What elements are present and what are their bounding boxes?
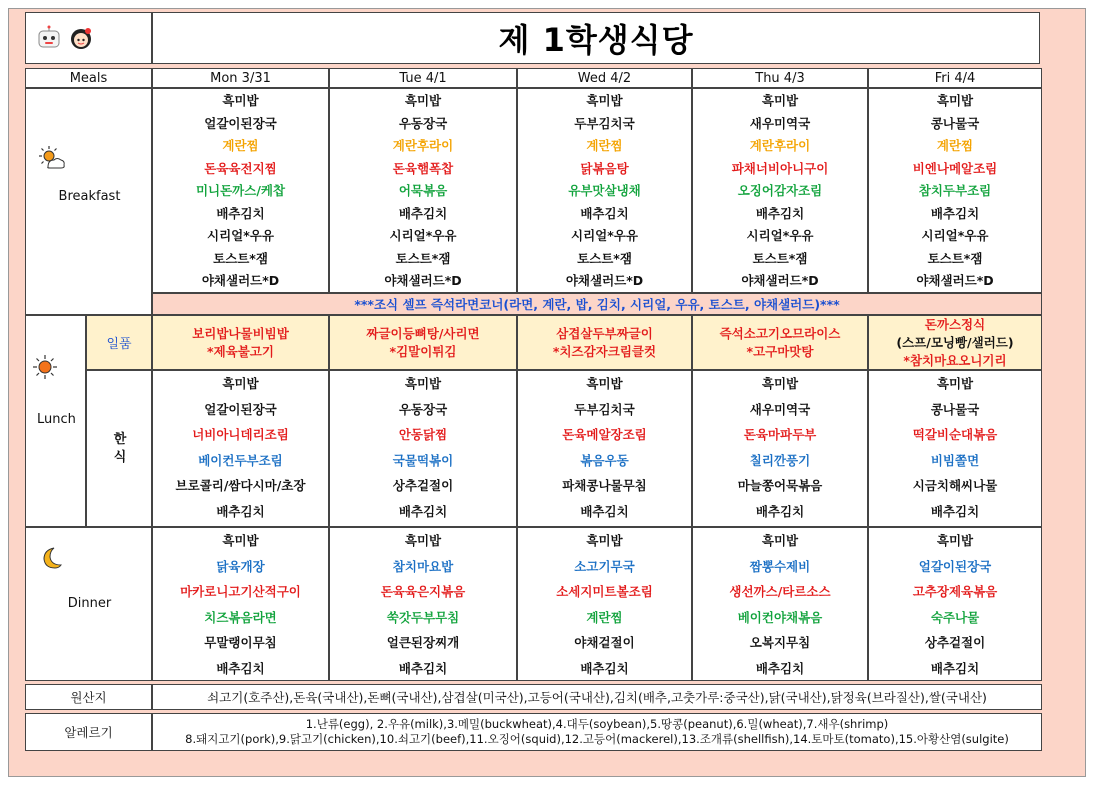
menu-item: 볶음우동 [580,452,629,468]
menu-item: 계란찜 [586,138,623,153]
breakfast-thu [692,88,868,293]
menu-item: 흑미밥 [761,93,799,108]
menu-item: 배추김치 [216,205,265,221]
day-header-fri: Fri 4/4 [868,68,1042,88]
menu-item: 흑미밥 [404,533,442,548]
menu-item: 시리얼*우유 [746,228,814,243]
special-dish-line: *고구마맛탕 [746,343,814,359]
menu-item: 얼갈이된장국 [918,558,992,574]
menu-item: 돈육마파두부 [743,427,817,442]
allergy-line-2: 8.돼지고기(pork),9.닭고기(chicken),10.쇠고기(beef),11.오징어(squid),12.고등어(mackerel),13.조개류(shellfish),14.토마토(tomato),15.아황산염(sulgite) [185,732,1009,746]
dinner-label: Dinner [67,596,112,611]
robot-mascot-icon [36,25,62,51]
menu-item: 돈육육은지볶음 [380,584,466,599]
menu-item: 야채샐러드*D [741,273,819,288]
menu-item: 콩나물국 [930,401,980,417]
menu-item: 베이컨두부조림 [198,452,283,468]
dinner-thu [692,527,868,681]
menu-item: 시리얼*우유 [571,228,638,243]
sun-icon [32,354,58,380]
menu-item: 배추김치 [216,503,265,519]
lunch-tue [329,370,517,527]
menu-item: 시리얼*우유 [207,228,274,243]
menu-item: 토스트*잼 [213,250,268,266]
menu-item: 얼큰된장찌개 [386,635,460,650]
menu-item: 무말랭이무침 [204,635,277,650]
menu-item: 안동닭찜 [398,427,448,442]
menu-item: 배추김치 [930,660,980,676]
breakfast-label-cell [25,88,152,315]
lunch-label-cell [25,315,86,527]
meals-header: Meals [25,68,152,88]
menu-item: 얼갈이된장국 [204,401,277,417]
special-dish-line: *김말이튀김 [389,343,457,359]
menu-item: 얼갈이된장국 [204,115,277,131]
menu-item: 토스트*잼 [752,250,808,266]
menu-item: 배추김치 [580,205,629,221]
menu-item: 베이컨야채볶음 [737,609,823,625]
menu-item: 계란후라이 [392,138,454,153]
moon-icon [40,546,62,570]
special-dish-line: *참치마요오니기리 [903,352,1007,368]
menu-item: 숙주나물 [930,609,980,625]
menu-item: 우동장국 [398,115,448,131]
special-dish-line: 즉석소고기오므라이스 [719,325,841,341]
breakfast-fri [868,88,1042,293]
dinner-label-cell [25,527,152,681]
menu-item: 배추김치 [755,660,805,676]
special-dish-line: 삼겹살두부짜글이 [556,325,653,341]
menu-item: 배추김치 [930,205,980,221]
page-title: 제 1학생식당 [152,12,1040,64]
allergy-label: 알레르기 [25,713,152,751]
allergy-info [152,713,1042,751]
day-header-thu: Thu 4/3 [692,68,868,88]
menu-item: 우동장국 [398,401,448,417]
menu-item: 토스트*잼 [927,250,983,266]
origin-text: 쇠고기(호주산),돈육(국내산),돈뼈(국내산),삼겹살(미국산),고등어(국내산),김치(배추,고춧가루:중국산),닭(국내산),닭정육(브라질산),쌀(국내산) [152,684,1042,710]
menu-item: 흑미밥 [936,533,974,548]
menu-item: 비빔쫄면 [930,452,980,468]
menu-item: 칠리깐풍기 [749,452,811,468]
menu-item: 어묵볶음 [398,183,448,198]
special-dish-line: *치즈감자크림클컷 [552,343,657,359]
menu-item: 배추김치 [755,205,805,221]
menu-item: 쑥갓두부무침 [386,609,460,625]
menu-item: 야채겉절이 [574,635,635,650]
lunch-special-fri [868,315,1042,370]
menu-item: 야채샐러드*D [565,273,644,288]
menu-item: 돈육햄폭찹 [392,160,454,176]
lunch-special-tue [329,315,517,370]
menu-item: 너비아니데리조림 [192,427,289,442]
menu-item: 유부맛살냉채 [568,183,641,198]
menu-item: 흑미밥 [222,376,259,391]
menu-item: 짬뽕수제비 [749,558,811,574]
menu-item: 흑미밥 [586,533,623,548]
menu-item: 두부김치국 [574,401,635,417]
menu-item: 흑미밥 [404,376,442,391]
special-dish-line: 돈까스정식 [924,316,986,332]
special-dish-line: *제육불고기 [207,343,274,359]
dinner-fri [868,527,1042,681]
menu-item: 배추김치 [580,660,629,676]
menu-item: 치즈볶음라면 [204,609,277,625]
menu-item: 배추김치 [398,503,448,519]
origin-label: 원산지 [25,684,152,710]
menu-item: 배추김치 [580,503,629,519]
menu-item: 미니돈까스/케찹 [195,183,286,198]
menu-item: 계란찜 [936,138,974,153]
day-header-mon: Mon 3/31 [152,68,329,88]
menu-item: 흑미밥 [761,376,799,391]
menu-item: 상추겉절이 [392,478,454,493]
menu-item: 돈육메알장조림 [562,427,647,442]
menu-item: 시금치해씨나물 [912,478,998,493]
logo-box [25,12,152,64]
breakfast-label: Breakfast [58,189,121,204]
menu-item: 계란찜 [586,609,623,625]
breakfast-self-corner-note: ***조식 셀프 즉석라면코너(라면, 계란, 밥, 김치, 시리얼, 우유, 토스트, 야채샐러드)*** [152,293,1042,315]
day-header-tue: Tue 4/1 [329,68,517,88]
menu-item: 콩나물국 [930,115,980,131]
menu-item: 야채샐러드*D [201,273,280,288]
menu-item: 두부김치국 [574,115,635,131]
menu-item: 흑미밥 [586,93,623,108]
menu-item: 떡갈비순대볶음 [912,427,998,442]
girl-mascot-icon [68,25,94,51]
menu-item: 참치두부조림 [918,183,992,198]
lunch-special-thu [692,315,868,370]
lunch-thu [692,370,868,527]
menu-item: 파채너비아니구이 [731,160,829,176]
menu-item: 상추겉절이 [924,635,986,650]
menu-item: 배추김치 [398,660,448,676]
menu-item: 흑미밥 [222,533,259,548]
menu-item: 새우미역국 [749,115,811,131]
sun-cloud-icon [38,145,66,173]
dinner-mon [152,527,329,681]
menu-item: 야채샐러드*D [384,273,462,288]
lunch-mon [152,370,329,527]
menu-item: 야채샐러드*D [916,273,994,288]
menu-item: 브로콜리/쌈다시마/초장 [175,478,306,493]
special-dish-label: 일품 [86,315,152,370]
dinner-wed [517,527,692,681]
menu-item: 닭볶음탕 [580,160,629,176]
breakfast-wed [517,88,692,293]
menu-item: 국물떡볶이 [392,452,454,468]
day-header-wed: Wed 4/2 [517,68,692,88]
menu-item: 마늘쫑어묵볶음 [737,478,823,493]
menu-item: 새우미역국 [749,401,811,417]
menu-item: 소고기무국 [574,558,635,574]
menu-item: 흑미밥 [936,376,974,391]
lunch-label: Lunch [37,412,76,427]
special-dish-line: 보리밥나물비빔밥 [192,325,289,341]
menu-item: 파채콩나물무침 [562,478,647,493]
menu-item: 돈육육전지찜 [204,160,277,176]
lunch-special-wed [517,315,692,370]
menu-item: 계란찜 [222,138,259,153]
menu-item: 생선까스/타르소스 [729,584,831,599]
lunch-special-mon [152,315,329,370]
lunch-wed [517,370,692,527]
korean-meal-label-2: 식 [113,450,127,465]
korean-meal-label-1: 한 [113,432,127,447]
menu-item: 흑미밥 [222,93,259,108]
menu-item: 흑미밥 [761,533,799,548]
menu-item: 흑미밥 [586,376,623,391]
menu-item: 시리얼*우유 [921,228,989,243]
menu-item: 비엔나메알조림 [912,160,998,176]
menu-item: 오복지무침 [749,635,811,650]
lunch-fri [868,370,1042,527]
menu-item: 배추김치 [930,503,980,519]
dinner-tue [329,527,517,681]
special-dish-line: (스프/모닝빵/샐러드) [896,334,1014,350]
menu-item: 배추김치 [216,660,265,676]
menu-item: 흑미밥 [404,93,442,108]
menu-item: 고추장제육볶음 [912,584,998,599]
menu-item: 닭육개장 [216,558,265,574]
menu-item: 계란후라이 [749,138,811,153]
korean-meal-label-cell [86,370,152,527]
menu-item: 참치마요밥 [392,558,454,574]
menu-item: 배추김치 [398,205,448,221]
menu-item: 시리얼*우유 [389,228,457,243]
breakfast-tue [329,88,517,293]
menu-item: 배추김치 [755,503,805,519]
special-dish-line: 짜글이등뼈탕/사리면 [366,325,480,341]
menu-item: 마카로니고기산적구이 [180,584,301,599]
allergy-line-1: 1.난류(egg), 2.우유(milk),3.메밀(buckwheat),4.대두(soybean),5.땅콩(peanut),6.밀(wheat),7.새우(shrimp) [305,717,889,731]
menu-item: 토스트*잼 [577,250,632,266]
menu-item: 소세지미트볼조림 [556,584,653,599]
breakfast-mon [152,88,329,293]
menu-item: 오징어감자조림 [737,183,823,198]
menu-item: 흑미밥 [936,93,974,108]
menu-item: 토스트*잼 [395,250,451,266]
